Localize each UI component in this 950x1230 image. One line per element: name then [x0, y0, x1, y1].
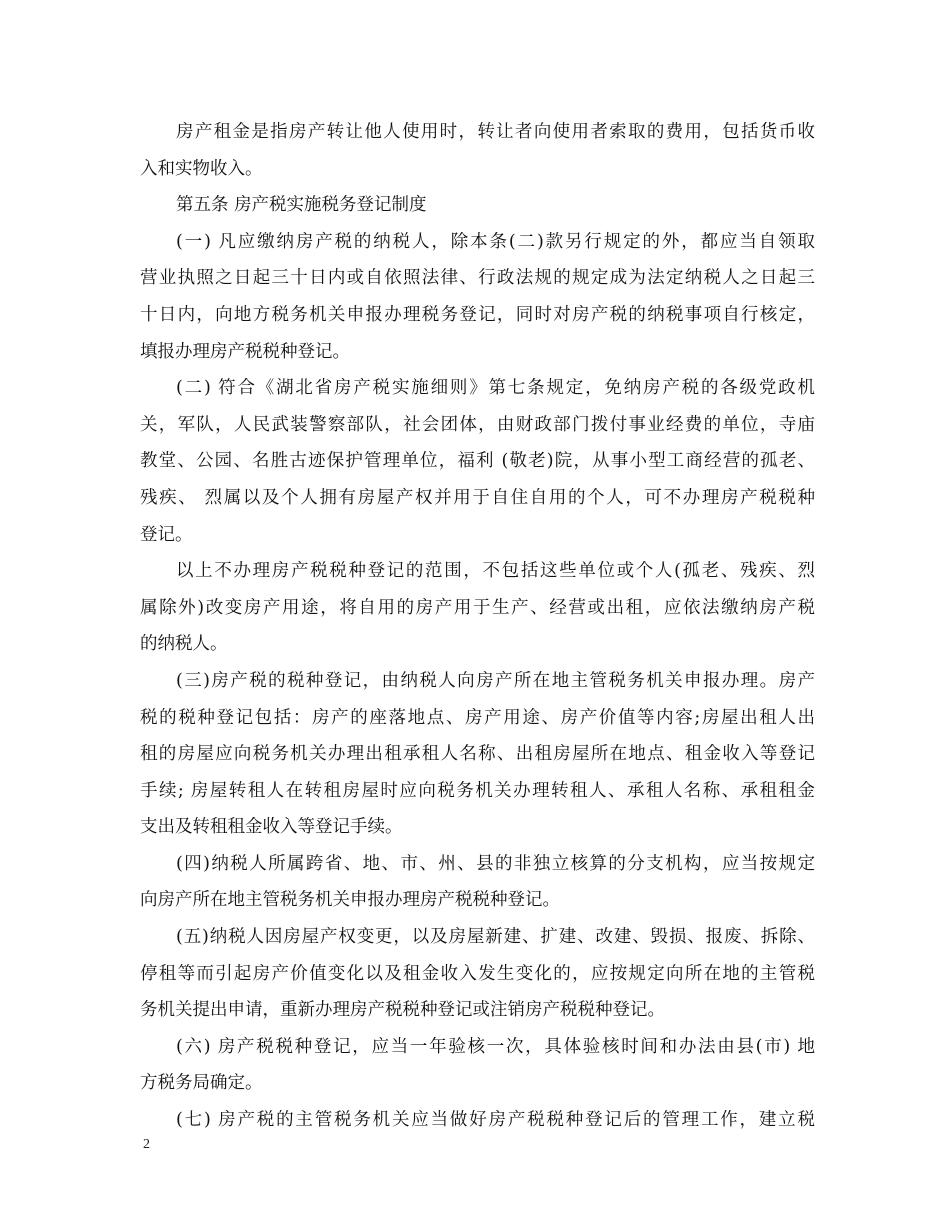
text-line: 务机关提出申请，重新办理房产税税种登记或注销房产税税种登记。: [140, 1000, 665, 1021]
text-line: 登记。: [140, 524, 193, 545]
text-line: 的纳税人。: [140, 634, 228, 655]
text-line: 税的税种登记包括：房产的座落地点、房产用途、房产价值等内容;房屋出租人出: [140, 707, 815, 728]
text-line: 房产租金是指房产转让他人使用时，转让者向使用者索取的费用，包括货币收: [176, 122, 815, 142]
text-line: 手续; 房屋转租人在转租房屋时应向税务机关办理转租人、承租人名称、承租租金: [140, 780, 815, 801]
text-line: 教堂、公园、名胜古迹保护管理单位，福利 (敬老)院，从事小型工商经营的孤老、: [140, 451, 815, 472]
text-line: 十日内，向地方税务机关申报办理税务登记，同时对房产税的纳税事项自行核定，: [140, 304, 815, 325]
text-line: 租的房屋应向税务机关办理出租承租人名称、出租房屋所在地点、租金收入等登记: [140, 744, 815, 765]
text-line: (七) 房产税的主管税务机关应当做好房产税税种登记后的管理工作，建立税: [176, 1110, 815, 1131]
text-line: (二) 符合《湖北省房产税实施细则》第七条规定，免纳房产税的各级党政机: [176, 378, 815, 399]
text-line: 关，军队，人民武装警察部队，社会团体，由财政部门拨付事业经费的单位，寺庙: [140, 414, 815, 435]
text-line: (五)纳税人因房屋产权变更，以及房屋新建、扩建、改建、毁损、报废、拆除、: [176, 927, 815, 948]
document-body: [140, 118, 815, 1143]
page-number: 2: [143, 1137, 150, 1152]
text-line: 残疾、 烈属以及个人拥有房屋产权并用于自住自用的个人，可不办理房产税税种: [140, 487, 815, 508]
text-line: 属除外)改变房产用途，将自用的房产用于生产、经营或出租，应依法缴纳房产税: [140, 597, 815, 618]
article-heading: 第五条 房产税实施税务登记制度: [176, 195, 427, 216]
text-line: (三)房产税的税种登记，由纳税人向房产所在地主管税务机关申报办理。房产: [176, 670, 815, 691]
text-line: 入和实物收入。: [140, 158, 263, 179]
text-line: 支出及转租租金收入等登记手续。: [140, 817, 403, 838]
text-line: 以上不办理房产税税种登记的范围，不包括这些单位或个人(孤老、残疾、烈: [176, 561, 815, 582]
text-line: 填报办理房产税税种登记。: [140, 341, 350, 362]
text-line: (四)纳税人所属跨省、地、市、州、县的非独立核算的分支机构，应当按规定: [176, 853, 815, 874]
text-line: (一) 凡应缴纳房产税的纳税人，除本条(二)款另行规定的外，都应当自领取: [176, 231, 815, 252]
text-line: 营业执照之日起三十日内或自依照法律、行政法规的规定成为法定纳税人之日起三: [140, 268, 815, 289]
text-line: (六) 房产税税种登记，应当一年验核一次，具体验核时间和办法由县(市) 地: [176, 1036, 815, 1057]
text-line: 向房产所在地主管税务机关申报办理房产税税种登记。: [140, 890, 560, 911]
text-line: 停租等而引起房产价值变化以及租金收入发生变化的，应按规定向所在地的主管税: [140, 963, 815, 984]
text-line: 方税务局确定。: [140, 1073, 263, 1094]
